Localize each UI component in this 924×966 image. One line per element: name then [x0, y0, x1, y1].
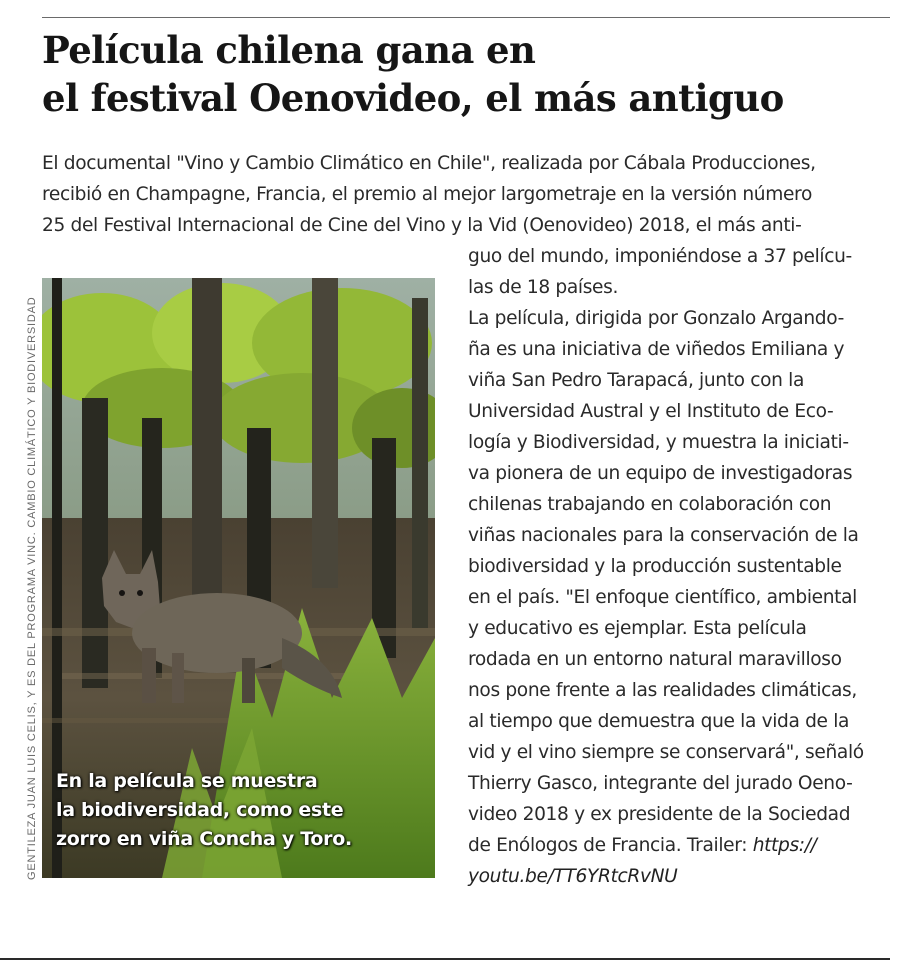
- column-line: ña es una iniciativa de viñedos Emiliana y: [468, 339, 845, 360]
- column-line: Thierry Gasco, integrante del jurado Oeno-: [468, 773, 853, 794]
- column-line: logía y Biodiversidad, y muestra la iniciati-: [468, 432, 849, 453]
- bottom-rule: [0, 958, 890, 960]
- column-line: biodiversidad y la producción sustentable: [468, 556, 842, 577]
- column-line: en el país. "El enfoque científico, ambiental: [468, 587, 857, 608]
- column-line: al tiempo que demuestra que la vida de la: [468, 711, 850, 732]
- trailer-prefix: de Enólogos de Francia. Trailer:: [468, 835, 753, 856]
- caption-line: En la película se muestra: [56, 770, 318, 792]
- trailer-link-continued[interactable]: youtu.be/TT6YRtcRvNU: [468, 866, 678, 887]
- column-line: chilenas trabajando en colaboración con: [468, 494, 832, 515]
- headline-line-1: Película chilena gana en: [42, 28, 536, 72]
- photo-credit: GENTILEZA JUAN LUIS CELIS, Y ES DEL PROGRAMA VINC. CAMBIO CLIMÁTICO Y BIODIVERSIDAD: [26, 296, 38, 880]
- caption-line: zorro en viña Concha y Toro.: [56, 828, 352, 850]
- fox-vineyard-photo: [42, 278, 435, 878]
- column-line: va pionera de un equipo de investigadoras: [468, 463, 853, 484]
- column-line: nos pone frente a las realidades climáticas,: [468, 680, 857, 701]
- headline: [42, 26, 882, 122]
- column-line: viñas nacionales para la conservación de la: [468, 525, 859, 546]
- column-line: Universidad Austral y el Instituto de Eco-: [468, 401, 834, 422]
- lead-line: recibió en Champagne, Francia, el premio al mejor largometraje en la versión número: [42, 184, 812, 205]
- top-rule: [42, 17, 890, 18]
- column-line: La película, dirigida por Gonzalo Argando-: [468, 308, 844, 329]
- article-column: [468, 241, 898, 892]
- column-line-trailer: [468, 830, 898, 861]
- photo-caption: [56, 767, 426, 854]
- column-line: video 2018 y ex presidente de la Sociedad: [468, 804, 851, 825]
- column-line: rodada en un entorno natural maravilloso: [468, 649, 842, 670]
- column-line: viña San Pedro Tarapacá, junto con la: [468, 370, 805, 391]
- lead-line: 25 del Festival Internacional de Cine del Vino y la Vid (Oenovideo) 2018, el más anti-: [42, 215, 802, 236]
- headline-line-2: el festival Oenovideo, el más antiguo: [42, 76, 784, 120]
- trailer-link[interactable]: https://: [752, 835, 817, 856]
- column-line: las de 18 países.: [468, 277, 619, 298]
- column-line: guo del mundo, imponiéndose a 37 pelícu-: [468, 246, 852, 267]
- column-line: vid y el vino siempre se conservará", señaló: [468, 742, 864, 763]
- column-line: y educativo es ejemplar. Esta película: [468, 618, 807, 639]
- caption-line: la biodiversidad, como este: [56, 799, 344, 821]
- lead-paragraph: [42, 148, 902, 241]
- lead-line: El documental "Vino y Cambio Climático en Chile", realizada por Cábala Producciones,: [42, 153, 816, 174]
